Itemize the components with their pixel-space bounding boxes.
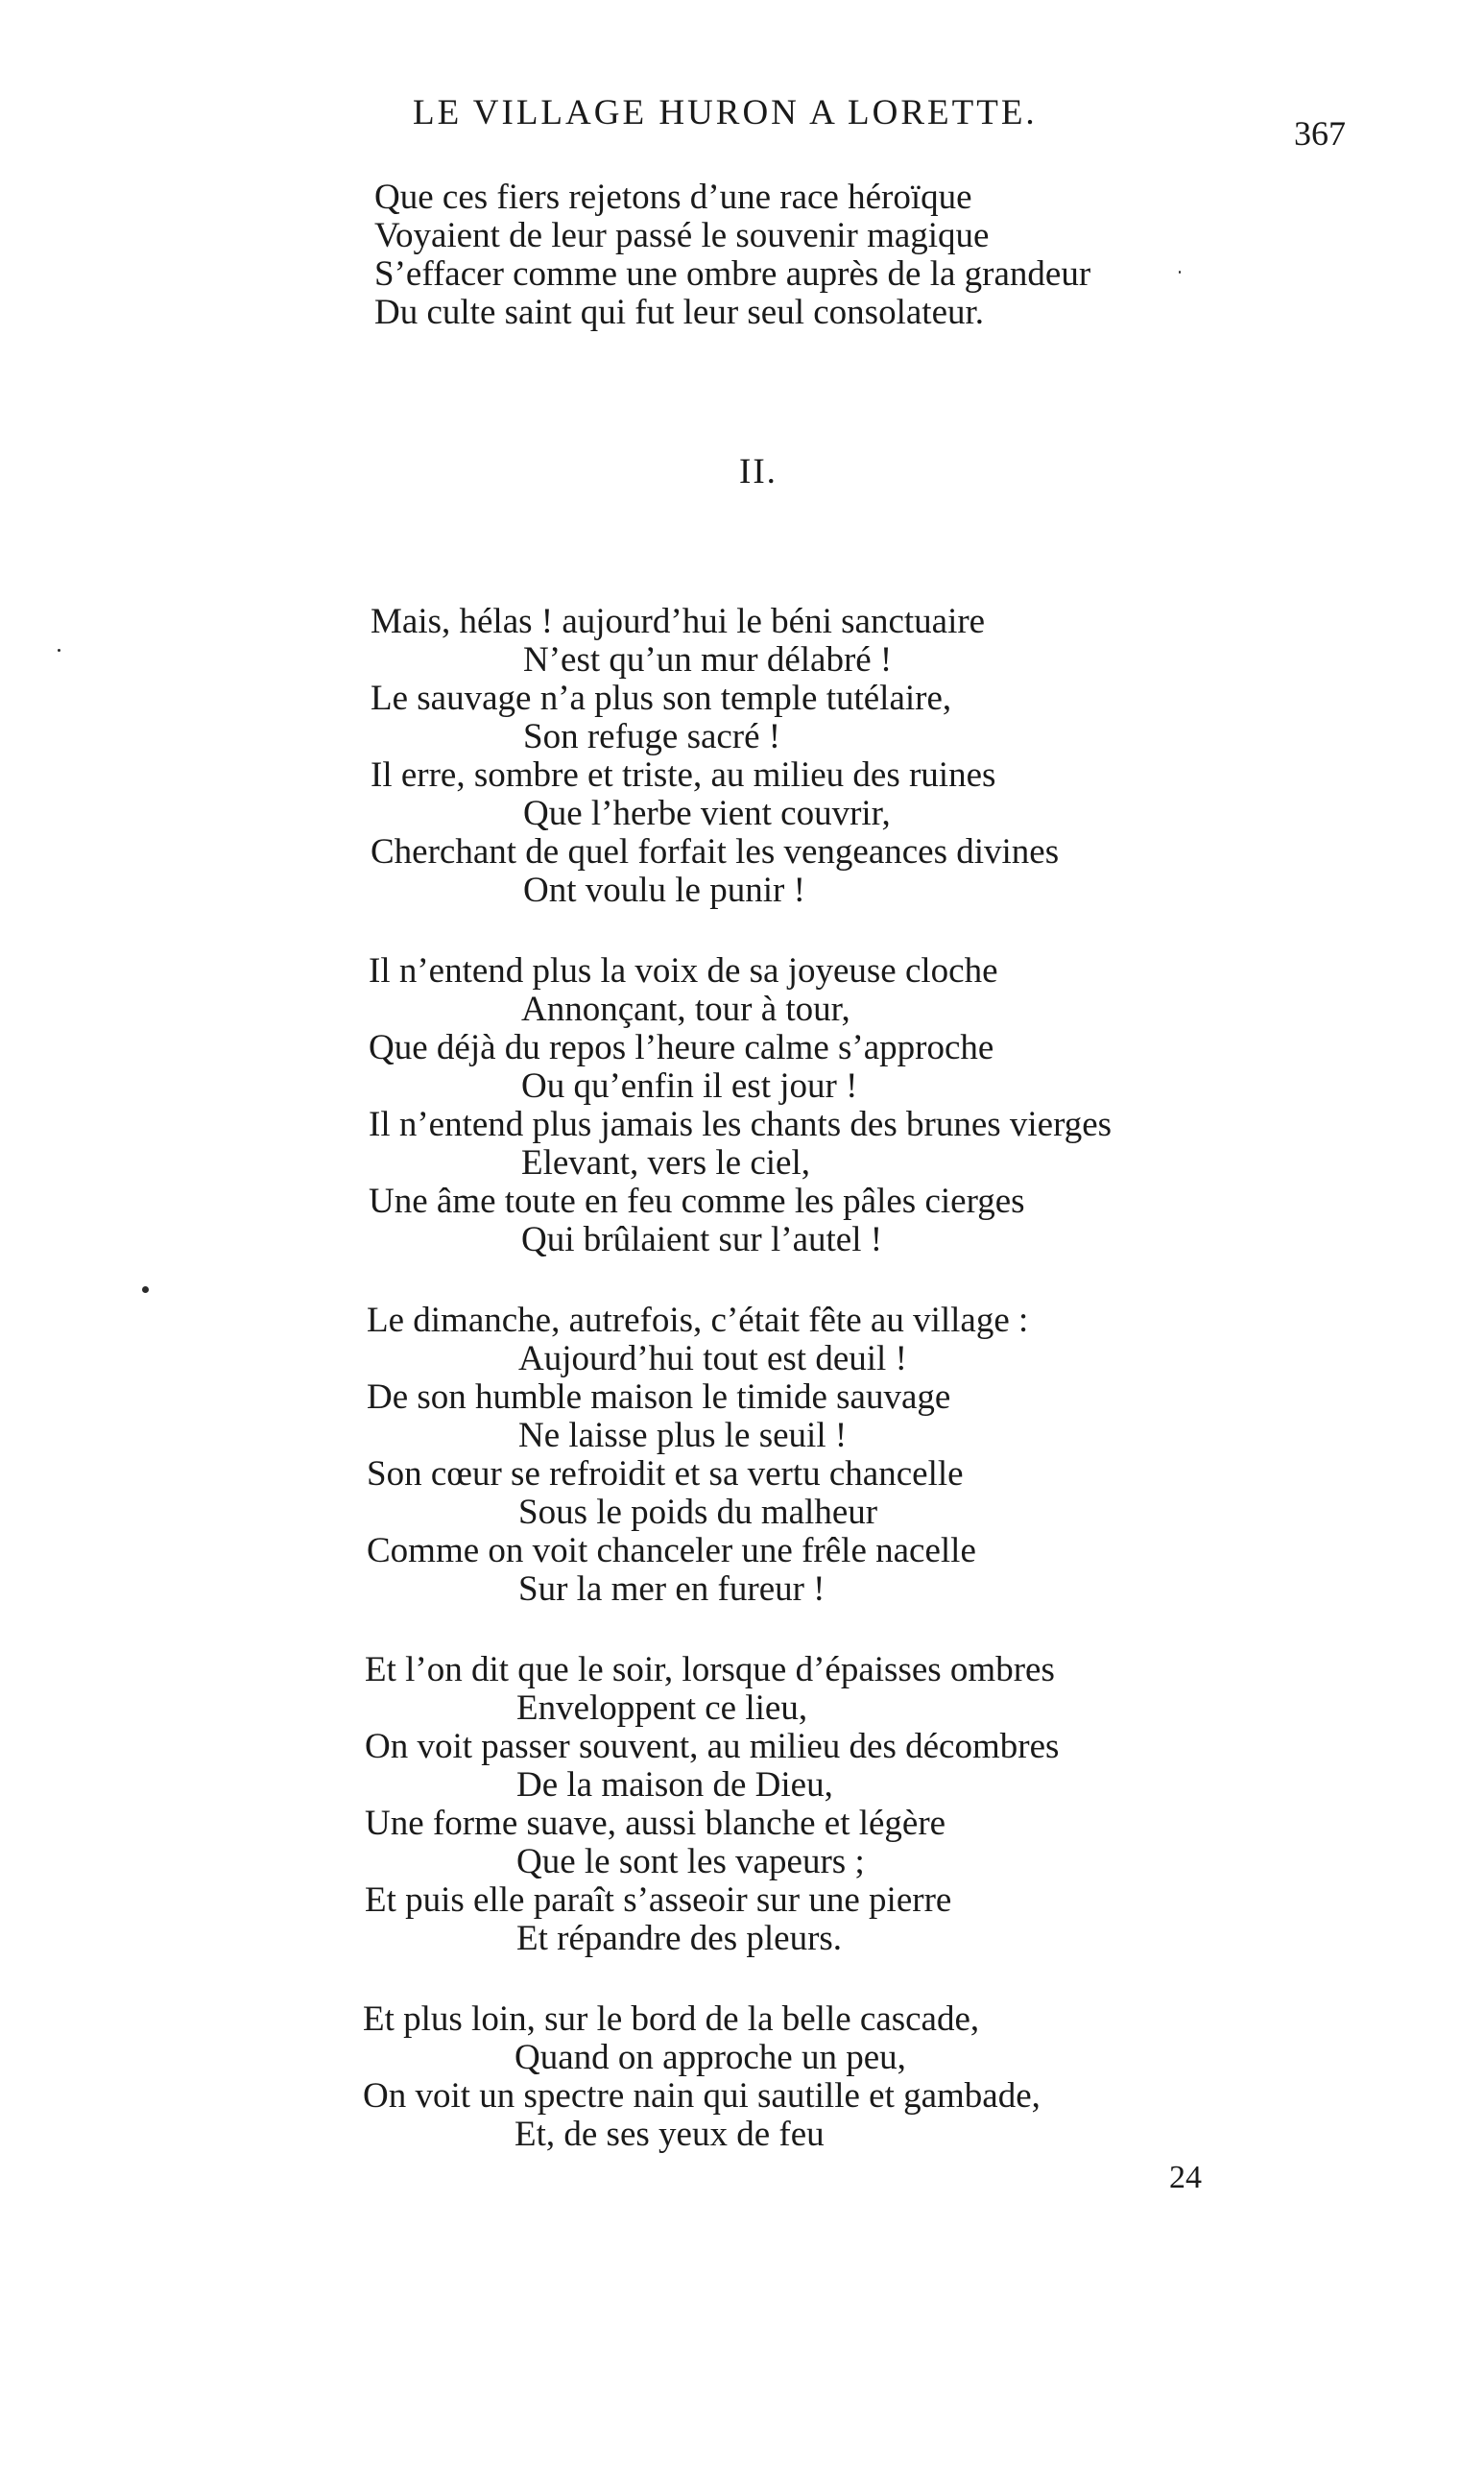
page-number: 367 <box>1294 114 1346 153</box>
verse-line: Comme on voit chanceler une frêle nacelle <box>367 1531 976 1570</box>
verse-line-indented: Sur la mer en fureur ! <box>518 1569 826 1609</box>
verse-line: Une forme suave, aussi blanche et légère <box>365 1804 946 1843</box>
verse-line-indented: Aujourd’hui tout est deuil ! <box>518 1339 907 1378</box>
verse-line: Mais, hélas ! aujourd’hui le béni sanctuaire <box>371 602 986 641</box>
verse-line: Et puis elle paraît s’asseoir sur une pierre <box>365 1880 952 1920</box>
verse-line-indented: Ont voulu le punir ! <box>523 871 805 910</box>
scan-speck <box>1179 271 1181 274</box>
verse-line: Cherchant de quel forfait les vengeances divines <box>371 832 1060 872</box>
verse-line-indented: Ne laisse plus le seuil ! <box>518 1416 848 1455</box>
verse-line-indented: Enveloppent ce lieu, <box>516 1688 808 1728</box>
verse-line-indented: Qui brûlaient sur l’autel ! <box>521 1220 883 1259</box>
verse-line-indented: Annonçant, tour à tour, <box>521 990 850 1029</box>
verse-line: Et plus loin, sur le bord de la belle cascade, <box>363 1999 980 2039</box>
verse-line: Le sauvage n’a plus son temple tutélaire, <box>371 679 952 718</box>
verse-line: Et l’on dit que le soir, lorsque d’épaisses ombres <box>365 1650 1055 1689</box>
verse-line: Que ces fiers rejetons d’une race héroïque <box>374 178 972 217</box>
verse-line-indented: Ou qu’enfin il est jour ! <box>521 1066 858 1106</box>
verse-line: On voit un spectre nain qui sautille et gambade, <box>363 2076 1041 2116</box>
scan-speck <box>142 1286 149 1293</box>
verse-line-indented: Et, de ses yeux de feu <box>515 2115 825 2154</box>
verse-line: Que déjà du repos l’heure calme s’approche <box>369 1028 994 1067</box>
section-number: II. <box>739 452 778 491</box>
verse-line: Voyaient de leur passé le souvenir magique <box>374 216 990 255</box>
verse-line-indented: Et répandre des pleurs. <box>516 1919 843 1958</box>
verse-line: Il n’entend plus la voix de sa joyeuse cloche <box>369 951 998 991</box>
verse-line: On voit passer souvent, au milieu des décombres <box>365 1727 1060 1766</box>
scan-speck <box>58 649 60 652</box>
verse-line-indented: Son refuge sacré ! <box>523 717 781 756</box>
running-title: LE VILLAGE HURON A LORETTE. <box>413 93 1038 132</box>
verse-line-indented: Quand on approche un peu, <box>515 2038 906 2077</box>
verse-line-indented: De la maison de Dieu, <box>516 1765 833 1805</box>
verse-line: Du culte saint qui fut leur seul consolateur. <box>374 293 985 332</box>
verse-line: Le dimanche, autrefois, c’était fête au village : <box>367 1301 1029 1340</box>
verse-line: Il erre, sombre et triste, au milieu des ruines <box>371 755 996 795</box>
verse-line-indented: Elevant, vers le ciel, <box>521 1143 811 1183</box>
signature-mark: 24 <box>1169 2160 1202 2195</box>
verse-line-indented: Que l’herbe vient couvrir, <box>523 794 891 833</box>
verse-line-indented: Que le sont les vapeurs ; <box>516 1842 865 1881</box>
verse-line: Une âme toute en feu comme les pâles cierges <box>369 1182 1025 1221</box>
verse-line-indented: N’est qu’un mur délabré ! <box>523 640 893 680</box>
verse-line-indented: Sous le poids du malheur <box>518 1493 878 1532</box>
verse-line: De son humble maison le timide sauvage <box>367 1377 951 1417</box>
verse-line: Son cœur se refroidit et sa vertu chancelle <box>367 1454 964 1494</box>
verse-line: S’effacer comme une ombre auprès de la grandeur <box>374 254 1091 294</box>
verse-line: Il n’entend plus jamais les chants des brunes vierges <box>369 1105 1113 1144</box>
